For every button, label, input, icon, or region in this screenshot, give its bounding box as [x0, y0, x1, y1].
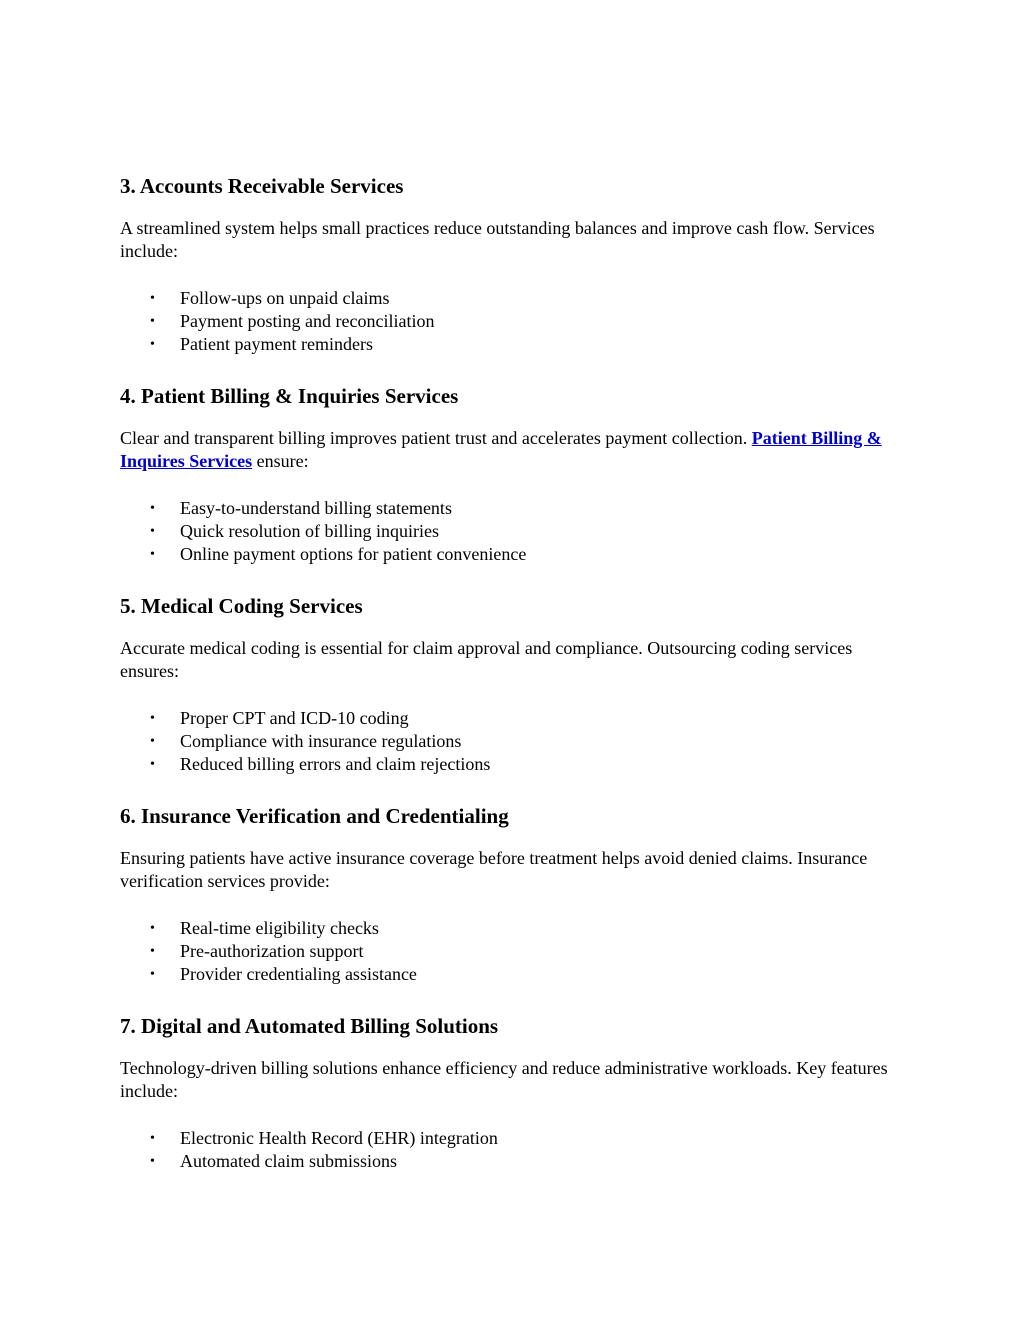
- paragraph-text: Clear and transparent billing improves patient trust and accelerates payment collection.: [120, 428, 752, 448]
- list-item-text: Quick resolution of billing inquiries: [180, 521, 439, 541]
- section-patient-billing: [120, 380, 910, 566]
- section-paragraph: [120, 427, 910, 473]
- section-heading: 5. Medical Coding Services: [120, 594, 363, 618]
- bullet-icon: •: [150, 291, 155, 306]
- section-insurance-verification: [120, 800, 910, 986]
- list-item-text: Follow-ups on unpaid claims: [180, 288, 390, 308]
- bullet-icon: •: [150, 944, 155, 959]
- list-item-text: Online payment options for patient convenience: [180, 544, 527, 564]
- list-item: [120, 1127, 910, 1150]
- section-paragraph: Accurate medical coding is essential for claim approval and compliance. Outsourcing coding services ensures:: [120, 638, 853, 681]
- list-item: [120, 287, 910, 310]
- list-item: [120, 520, 910, 543]
- paragraph-text: ensure:: [252, 451, 309, 471]
- list-item: [120, 963, 910, 986]
- list-item: [120, 310, 910, 333]
- bullet-list: [120, 707, 910, 776]
- list-item: [120, 543, 910, 566]
- bullet-list: [120, 1127, 910, 1173]
- bullet-list: [120, 497, 910, 566]
- section-heading: 3. Accounts Receivable Services: [120, 174, 404, 198]
- bullet-icon: •: [150, 1154, 155, 1169]
- section-paragraph: Ensuring patients have active insurance coverage before treatment helps avoid denied claims. Insurance verification services provide:: [120, 848, 868, 891]
- bullet-icon: •: [150, 524, 155, 539]
- list-item: [120, 1150, 910, 1173]
- list-item: [120, 753, 910, 776]
- list-item-text: Compliance with insurance regulations: [180, 731, 462, 751]
- list-item: [120, 333, 910, 356]
- bullet-icon: •: [150, 501, 155, 516]
- bullet-icon: •: [150, 337, 155, 352]
- list-item-text: Easy-to-understand billing statements: [180, 498, 452, 518]
- list-item: [120, 730, 910, 753]
- bullet-icon: •: [150, 921, 155, 936]
- document-page: [120, 170, 910, 1197]
- section-accounts-receivable: [120, 170, 910, 356]
- bullet-icon: •: [150, 547, 155, 562]
- section-paragraph: A streamlined system helps small practices reduce outstanding balances and improve cash flow. Services include:: [120, 218, 875, 261]
- bullet-list: [120, 917, 910, 986]
- bullet-list: [120, 287, 910, 356]
- list-item: [120, 940, 910, 963]
- list-item-text: Pre-authorization support: [180, 941, 364, 961]
- section-digital-billing: [120, 1010, 910, 1173]
- list-item-text: Automated claim submissions: [180, 1151, 397, 1171]
- bullet-icon: •: [150, 967, 155, 982]
- section-heading: 7. Digital and Automated Billing Solutions: [120, 1014, 499, 1038]
- section-heading: 6. Insurance Verification and Credentialing: [120, 804, 509, 828]
- list-item-text: Real-time eligibility checks: [180, 918, 379, 938]
- list-item-text: Payment posting and reconciliation: [180, 311, 435, 331]
- section-medical-coding: [120, 590, 910, 776]
- bullet-icon: •: [150, 711, 155, 726]
- section-heading: 4. Patient Billing & Inquiries Services: [120, 384, 459, 408]
- bullet-icon: •: [150, 314, 155, 329]
- bullet-icon: •: [150, 1131, 155, 1146]
- list-item-text: Electronic Health Record (EHR) integration: [180, 1128, 498, 1148]
- bullet-icon: •: [150, 757, 155, 772]
- list-item: [120, 497, 910, 520]
- patient-billing-link[interactable]: Patient Billing & Inquires Services: [120, 428, 882, 471]
- section-paragraph: Technology-driven billing solutions enhance efficiency and reduce administrative workloads. Key features include:: [120, 1058, 888, 1101]
- bullet-icon: •: [150, 734, 155, 749]
- list-item-text: Proper CPT and ICD-10 coding: [180, 708, 409, 728]
- list-item-text: Reduced billing errors and claim rejections: [180, 754, 491, 774]
- list-item: [120, 707, 910, 730]
- list-item-text: Patient payment reminders: [180, 334, 373, 354]
- list-item: [120, 917, 910, 940]
- list-item-text: Provider credentialing assistance: [180, 964, 417, 984]
